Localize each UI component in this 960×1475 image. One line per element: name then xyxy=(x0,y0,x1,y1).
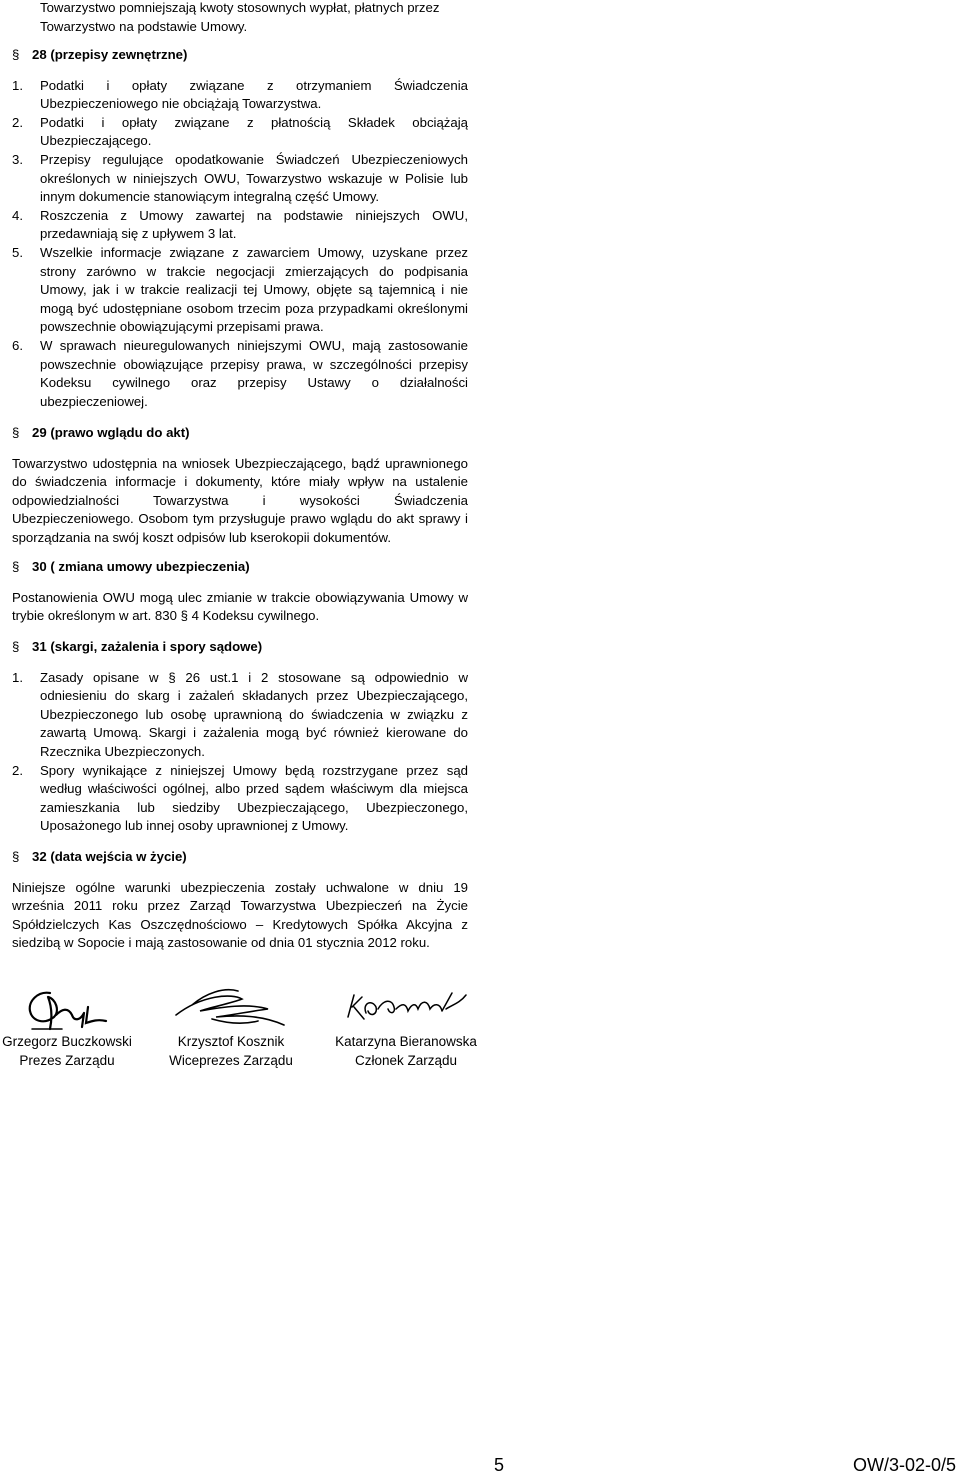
section-32 xyxy=(12,848,468,953)
section-title: 30 ( zmiana umowy ubezpieczenia) xyxy=(32,559,250,574)
section-symbol: § xyxy=(12,639,20,654)
section-symbol: § xyxy=(12,425,20,440)
list-item xyxy=(12,151,468,207)
signatory-name: Grzegorz Buczkowski xyxy=(2,1034,132,1049)
item-text: W sprawach nieuregulowanych niniejszymi OWU, mają zastosowanie powszechnie obowiązujące przepisy prawa, w szczególności przepisy Kodeksu cywilnego oraz przepisy Ustawy o działalności ubezpieczeniowej. xyxy=(40,337,468,409)
list-item xyxy=(12,669,468,762)
signatory-3 xyxy=(330,1032,482,1070)
item-text: Przepisy regulujące opodatkowanie Świadczeń Ubezpieczeniowych określonych w niniejszych OWU, Towarzystwo wskazuje w Polisie lub innym dokumencie stanowiącym integralną część Umowy. xyxy=(40,151,468,205)
document-code: OW/3-02-0/5 xyxy=(852,1455,956,1475)
item-number: 3. xyxy=(12,151,23,167)
section-31 xyxy=(12,638,468,836)
section-paragraph: Niniejsze ogólne warunki ubezpieczenia zostały uchwalone w dniu 19 września 2011 roku przez Zarząd Towarzystwa Ubezpieczeń na Życie Spółdzielczych Kas Oszczędnościowo – Kredytowych Spółka Akcyjna z siedzibą w Sopocie i mają zastosowanie od dnia 01 stycznia 2012 roku. xyxy=(12,879,468,951)
section-29 xyxy=(12,424,468,548)
item-number: 4. xyxy=(12,207,23,223)
item-number: 6. xyxy=(12,337,23,353)
signatory-role: Prezes Zarządu xyxy=(19,1053,115,1068)
page-number: 5 xyxy=(494,1455,505,1475)
section-paragraph: Towarzystwo udostępnia na wniosek Ubezpieczającego, bądź uprawnionego do świadczenia informacje i dokumenty, które miały wpływ na ustalenie odpowiedzialności Towarzystwa i wysokości Świadczenia Ubezpieczeniowego. Osobom tym przysługuje prawo wglądu do akt sprawy i sporządzania na swój koszt odpisów lub kserokopii dokumentów. xyxy=(12,455,468,545)
section-heading xyxy=(12,46,468,65)
signature-kosznik xyxy=(172,985,292,1033)
section-symbol: § xyxy=(12,47,20,62)
list-item xyxy=(12,207,468,244)
signatory-2 xyxy=(160,1032,302,1070)
section-heading xyxy=(12,424,468,443)
continuation-text xyxy=(40,0,468,36)
section-paragraph: Postanowienia OWU mogą ulec zmianie w trakcie obowiązywania Umowy w trybie określonym w art. 830 § 4 Kodeksu cywilnego. xyxy=(12,589,468,624)
signatory-name: Katarzyna Bieranowska xyxy=(335,1034,477,1049)
item-text: Wszelkie informacje związane z zawarciem Umowy, uzyskane przez strony zarówno w trakcie negocjacji zmierzających do podpisania Umowy, jak i w trakcie realizacji tej Umowy, objęte są tajemnicą i nie mogą być udostępniane osobom trzecim poza przypadkami określonymi powszechnie obowiązującymi przepisami prawa. xyxy=(40,244,468,335)
item-text: Spory wynikające z niniejszej Umowy będą rozstrzygane przez sąd według właściwości ogólnej, albo przed sądem właściwym dla miejsca zamieszkania lub siedziby Ubezpieczającego, Ubezpieczonego, Uposażonego lub innej osoby uprawnionej z Umowy. xyxy=(40,762,468,834)
item-number: 1. xyxy=(12,77,23,93)
list-item xyxy=(12,762,468,836)
signatory-role: Członek Zarządu xyxy=(354,1053,458,1068)
section-heading xyxy=(12,558,468,577)
signature-bieranowska xyxy=(342,989,472,1029)
item-number: 2. xyxy=(12,114,23,130)
signatory-1 xyxy=(0,1032,134,1070)
section-heading xyxy=(12,848,468,867)
item-text: Podatki i opłaty związane z otrzymaniem Świadczenia Ubezpieczeniowego nie obciążają Towarzystwa. xyxy=(40,77,468,112)
section-heading xyxy=(12,638,468,657)
signatory-role: Wiceprezes Zarządu xyxy=(169,1053,293,1068)
section-symbol: § xyxy=(12,849,20,864)
section-31-list xyxy=(12,669,468,836)
section-symbol: § xyxy=(12,559,20,574)
item-text: Podatki i opłaty związane z płatnością Składek obciążają Ubezpieczającego. xyxy=(40,114,468,149)
list-item xyxy=(12,244,468,337)
section-30 xyxy=(12,558,468,626)
section-title: 31 (skargi, zażalenia i spory sądowe) xyxy=(32,639,263,654)
section-28 xyxy=(12,46,468,411)
section-title: 32 (data wejścia w życie) xyxy=(32,849,187,864)
signature-buczkowski xyxy=(22,985,112,1035)
list-item xyxy=(12,77,468,114)
section-title: 28 (przepisy zewnętrzne) xyxy=(32,47,188,62)
continuation-line: Towarzystwo na podstawie Umowy. xyxy=(40,18,248,34)
list-item xyxy=(12,114,468,151)
section-title: 29 (prawo wglądu do akt) xyxy=(32,425,190,440)
item-text: Roszczenia z Umowy zawartej na podstawie niniejszych OWU, przedawniają się z upływem 3 lat. xyxy=(40,207,468,242)
item-number: 2. xyxy=(12,762,23,778)
item-number: 5. xyxy=(12,244,23,260)
signatory-name: Krzysztof Kosznik xyxy=(177,1034,285,1049)
continuation-line: Towarzystwo pomniejszają kwoty stosownych wypłat, płatnych przez xyxy=(40,0,440,15)
item-text: Zasady opisane w § 26 ust.1 i 2 stosowane są odpowiednio w odniesieniu do skarg i zażaleń składanych przez Ubezpieczającego, Ubezpieczonego lub osobę uprawnioną do świadczenia w związku z zawartą Umową. Skargi i zażalenia mogą być również kierowane do Rzecznika Ubezpieczonych. xyxy=(40,669,468,759)
section-28-list xyxy=(12,77,468,412)
item-number: 1. xyxy=(12,669,23,685)
list-item xyxy=(12,337,468,411)
